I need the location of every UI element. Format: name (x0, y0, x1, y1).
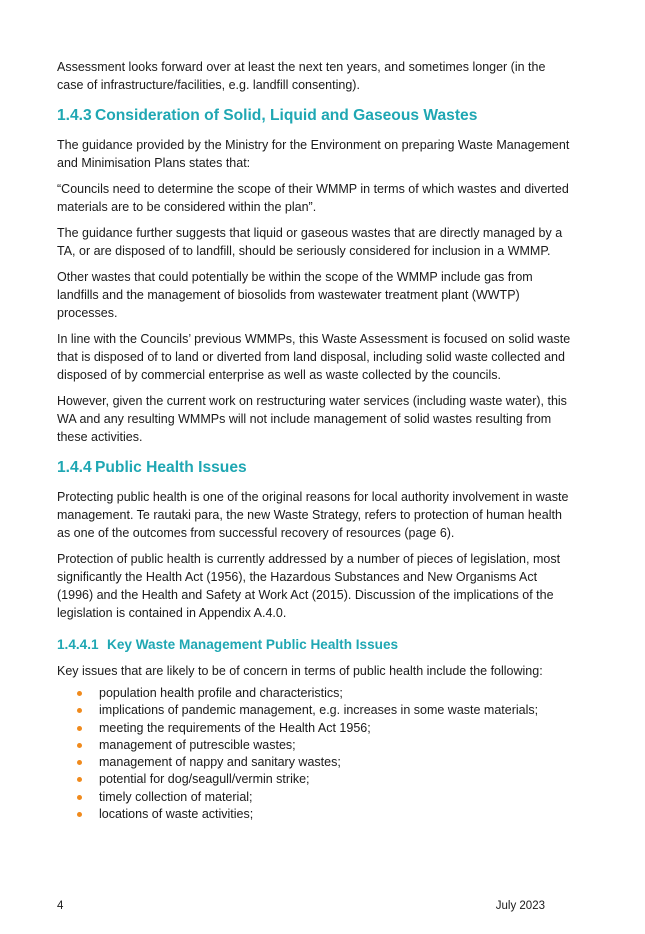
list-item-text: timely collection of material; (99, 789, 253, 804)
list-item (77, 720, 573, 737)
list-item-text: locations of waste activities; (99, 807, 254, 822)
list-item (77, 806, 573, 823)
list-item (77, 737, 573, 754)
list-item (77, 702, 573, 719)
intro-paragraph: Assessment looks forward over at least the next ten years, and sometimes longer (in the case of infrastructure/facilities, e.g. landfill consenting). (57, 60, 546, 92)
bullet-icon (77, 777, 82, 782)
quote-paragraph: “Councils need to determine the scope of their WMMP in terms of which wastes and diverted materials are to be considered within the plan”. (57, 182, 569, 214)
bullet-list (57, 685, 573, 823)
document-page (57, 58, 573, 823)
section-heading-1-4-4-1 (57, 636, 573, 654)
paragraph: In line with the Councils’ previous WMMPs, this Waste Assessment is focused on solid waste that is disposed of to land or diverted from land disposal, including solid waste collected and disposed of by commercial enterprise as well as waste collected by the councils. (57, 332, 571, 382)
bullet-icon (77, 743, 82, 748)
list-item-text: population health profile and characteristics; (99, 686, 343, 700)
list-item (77, 685, 573, 702)
paragraph: Protection of public health is currently addressed by a number of pieces of legislation, most significantly the Health Act (1956), the Hazardous Substances and New Organisms Act (1996) and the Health and Safety at Work Act (2015). Discussion of the implications of the legislation is contained in Appendix A.4.0. (57, 552, 561, 620)
bullet-icon (77, 708, 82, 713)
bullet-icon (77, 726, 82, 731)
section-title: Public Health Issues (95, 459, 247, 476)
list-item-text: management of putrescible wastes; (99, 737, 296, 752)
paragraph: The guidance provided by the Ministry for the Environment on preparing Waste Management and Minimisation Plans states that: (57, 138, 570, 170)
section-heading-1-4-4 (57, 458, 573, 478)
list-item-text: meeting the requirements of the Health Act 1956; (99, 720, 371, 735)
list-item-text: potential for dog/seagull/vermin strike; (99, 772, 310, 787)
paragraph: Protecting public health is one of the original reasons for local authority involvement in waste management. Te rautaki para, the new Waste Strategy, refers to protection of human health as one of the outcomes from successful recovery of resources (page 6). (57, 490, 569, 540)
section-number: 1.4.4 (57, 459, 92, 476)
list-item (77, 754, 573, 771)
list-item (77, 789, 573, 806)
bullet-icon (77, 795, 82, 800)
lead-paragraph: Key issues that are likely to be of concern in terms of public health include the following: (57, 664, 543, 678)
section-number: 1.4.3 (57, 107, 92, 124)
list-item-text: implications of pandemic management, e.g. increases in some waste materials; (99, 703, 539, 718)
section-title: Key Waste Management Public Health Issues (107, 637, 399, 652)
section-number: 1.4.4.1 (57, 637, 99, 652)
list-item (77, 771, 573, 788)
bullet-icon (77, 760, 82, 765)
section-heading-1-4-3 (57, 106, 573, 126)
paragraph: The guidance further suggests that liquid or gaseous wastes that are directly managed by a TA, or are disposed of to landfill, should be seriously considered for inclusion in a WMMP. (57, 226, 563, 258)
paragraph: However, given the current work on restructuring water services (including waste water), this WA and any resulting WMMPs will not include management of solid wastes resulting from these activities. (57, 394, 567, 444)
footer-date: July 2023 (495, 900, 545, 912)
paragraph: Other wastes that could potentially be within the scope of the WMMP include gas from landfills and the management of biosolids from wastewater treatment plant (WWTP) processes. (57, 270, 533, 320)
bullet-icon (77, 812, 82, 817)
list-item-text: management of nappy and sanitary wastes; (99, 755, 341, 770)
section-title: Consideration of Solid, Liquid and Gaseous Wastes (95, 107, 478, 124)
page-number: 4 (57, 900, 64, 912)
bullet-icon (77, 691, 82, 696)
